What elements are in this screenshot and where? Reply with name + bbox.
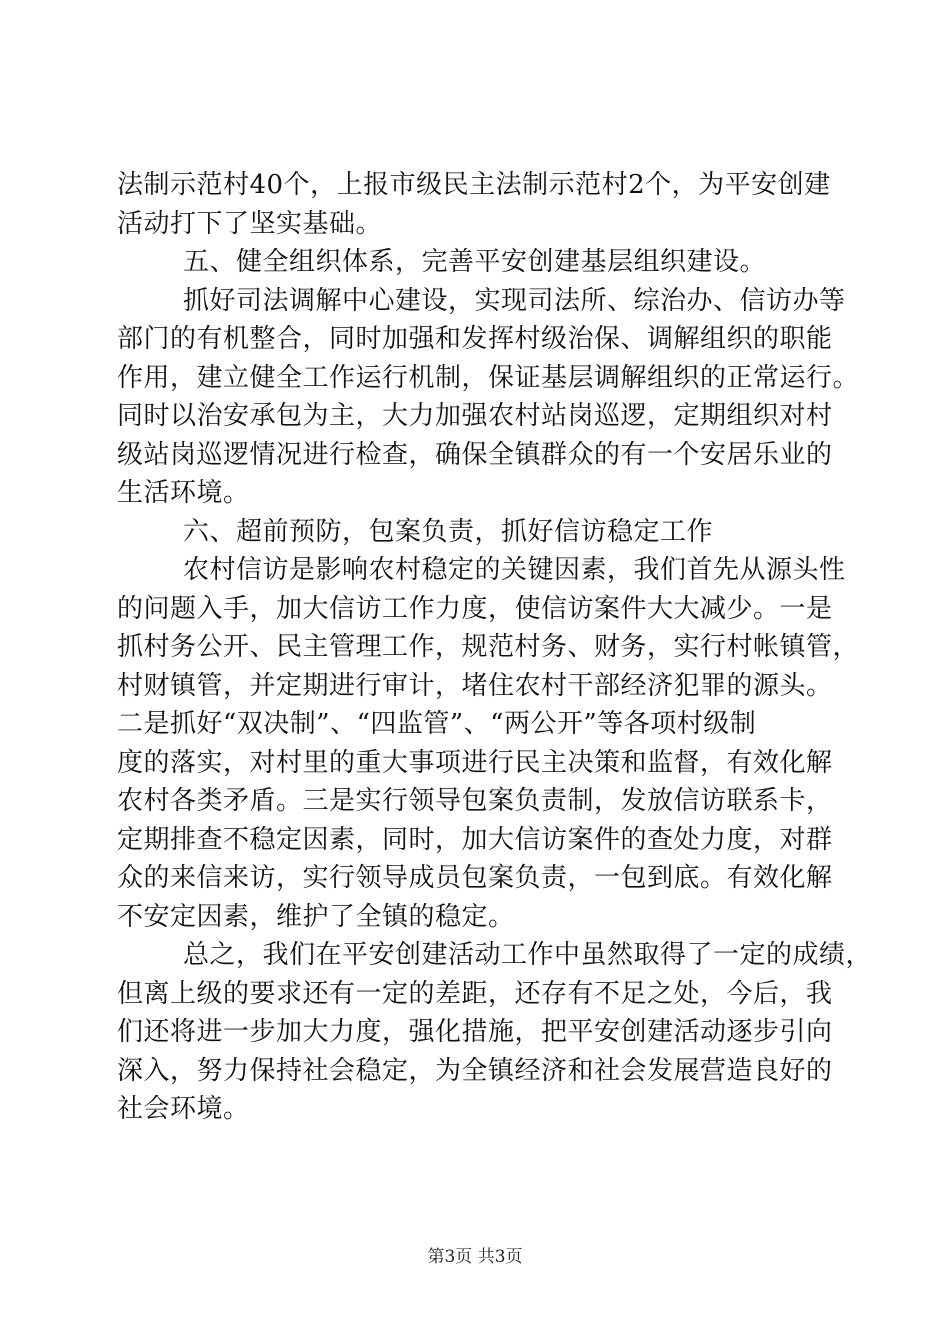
text-line: 们还将进一步加大力度，强化措施，把平安创建活动逐步引向 [117,1017,833,1047]
text-line: 度的落实，对村里的重大事项进行民主决策和监督，有效化解 [117,747,833,778]
text-line: 生活环境。 [117,478,250,508]
document-body [117,166,873,1129]
text-line: 同时以治安承包为主，大力加强农村站岗巡逻，定期组织对村 [117,401,833,431]
text-line: 五、健全组织体系，完善平安创建基层组织建设。 [183,247,767,277]
text-line: 的问题入手，加大信访工作力度，使信访案件大大减少。一是 [117,593,833,624]
text-line: 农村信访是影响农村稳定的关键因素，我们首先从源头性 [183,555,846,585]
text-line: 作用，建立健全工作运行机制，保证基层调解组织的正常运行。 [117,362,860,393]
text-line: 抓村务公开、民主管理工作，规范村务、财务，实行村帐镇管， [117,632,860,662]
text-line: 深入，努力保持社会稳定，为全镇经济和社会发展营造良好的 [117,1055,833,1086]
text-line: 众的来信来访，实行领导成员包案负责，一包到底。有效化解 [117,863,833,893]
text-line: 社会环境。 [117,1094,250,1124]
page-footer: 第3页 共3页 [427,1247,523,1267]
text-line: 部门的有机整合，同时加强和发挥村级治保、调解组织的职能 [117,324,833,354]
text-line: 活动打下了坚实基础。 [117,208,383,239]
text-line: 农村各类矛盾。三是实行领导包案负责制，发放信访联系卡， [117,786,833,816]
text-line: 级站岗巡逻情况进行检查，确保全镇群众的有一个安居乐业的 [117,439,833,470]
text-line: 但离上级的要求还有一定的差距，还存有不足之处，今后，我 [117,978,833,1009]
text-line: 抓好司法调解中心建设，实现司法所、综治办、信访办等 [183,285,846,316]
text-line: 六、超前预防，包案负责，抓好信访稳定工作 [183,516,714,547]
text-line: 二是抓好“双决制”、“四监管”、“两公开”等各项村级制 [117,709,757,739]
text-line: 村财镇管，并定期进行审计，堵住农村干部经济犯罪的源头。 [117,670,833,701]
text-line: 总之，我们在平安创建活动工作中虽然取得了一定的成绩， [183,940,873,970]
text-line: 不安定因素，维护了全镇的稳定。 [117,901,515,932]
text-line: 法制示范村40个，上报市级民主法制示范村2个，为平安创建 [117,170,831,200]
text-line: 定期排查不稳定因素，同时，加大信访案件的查处力度，对群 [117,824,833,855]
